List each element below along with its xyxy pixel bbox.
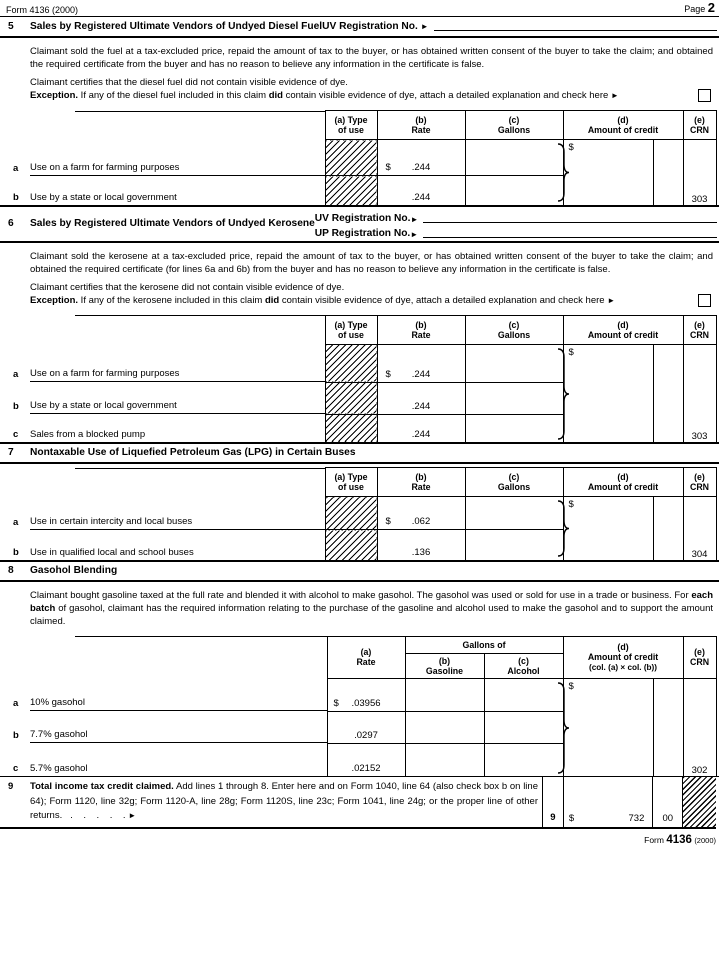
- total-credit-cents: 00: [662, 813, 674, 824]
- row-letter: a: [13, 516, 19, 528]
- rate-value: .0297: [354, 729, 378, 741]
- dollar-sign: $: [568, 346, 574, 358]
- row-letter: a: [13, 698, 19, 709]
- gallons-input[interactable]: [465, 497, 563, 530]
- col-e-header: (e) CRN: [683, 315, 716, 344]
- row-label-cell: [0, 678, 327, 711]
- rate-cell: [377, 382, 465, 414]
- row-label: Use on a farm for farming purposes: [30, 162, 325, 176]
- section6-title-block: [0, 218, 315, 229]
- section5-paragraph-2: Claimant certifies that the diesel fuel did not contain visible evidence of dye.: [30, 77, 348, 88]
- arrow-right-icon: ►: [410, 214, 419, 224]
- section-number: 6: [8, 218, 14, 229]
- section7-table: [0, 467, 717, 560]
- type-of-use-cell[interactable]: [325, 497, 377, 530]
- footer-form-number: 4136: [666, 834, 692, 846]
- arrow-right-icon: ►: [607, 295, 616, 305]
- row-label-cell: [0, 344, 325, 382]
- row-label: Use by a state or local government: [30, 400, 325, 414]
- section8-paragraph: Claimant bought gasoline taxed at the full rate and blended it with alcohol to make gasohol. The gasohol was used or sold for use in a trade or business. For each batch of gasohol, claimant has the required information relating to the purchase of the gasoline and alcohol used to make the gasohol and to support the amount claimed.: [30, 589, 713, 627]
- rate-cell: [377, 530, 465, 560]
- row-label-cell: [0, 743, 327, 776]
- uv-registration-label: UV Registration No. ►: [322, 21, 429, 32]
- table-row: [0, 140, 716, 176]
- line9-amount-input[interactable]: [564, 777, 653, 827]
- cents-input[interactable]: [653, 344, 683, 442]
- page-number: 2: [707, 0, 715, 15]
- label-header-cell: [0, 315, 325, 344]
- rate-value: .244: [411, 429, 431, 440]
- label-header-cell: [0, 111, 325, 140]
- section5-table: [0, 110, 717, 205]
- col-e-header: (e) CRN: [683, 468, 716, 497]
- line-number: 9: [8, 781, 14, 792]
- alcohol-gallons-input[interactable]: [484, 711, 563, 743]
- dye-exception-checkbox-6[interactable]: [698, 294, 711, 307]
- section8-table-wrap: [0, 636, 719, 778]
- arrow-right-icon: ►: [128, 811, 137, 820]
- uv-registration-input[interactable]: [434, 20, 717, 31]
- section6-title: Sales by Registered Ultimate Vendors of Undyed Kerosene: [30, 218, 315, 229]
- table-row: [0, 344, 716, 382]
- dollar-sign: $: [568, 142, 574, 153]
- section8-heading: [0, 562, 719, 582]
- gallons-input[interactable]: [465, 176, 563, 205]
- col-c-header: (c) Gallons: [465, 468, 563, 497]
- type-of-use-cell[interactable]: [325, 344, 377, 382]
- amount-of-credit-input[interactable]: [563, 140, 653, 205]
- col-b-header: (b) Rate: [377, 315, 465, 344]
- gallons-input[interactable]: [465, 344, 563, 382]
- gasoline-gallons-input[interactable]: [405, 743, 484, 776]
- rate-value: .02152: [351, 763, 381, 774]
- table-row: [0, 678, 716, 711]
- dollar-sign: $: [385, 368, 391, 380]
- col-d-header: (d) Amount of credit (col. (a) × col. (b)): [563, 636, 683, 678]
- form-id: Form 4136 (2000): [6, 5, 79, 15]
- dollar-sign: $: [568, 680, 574, 692]
- arrow-right-icon: ►: [420, 22, 429, 31]
- section6-registrations: [315, 207, 719, 241]
- col-c-header: (c) Alcohol: [484, 653, 563, 678]
- col-a-header: (a) Type of use: [325, 468, 377, 497]
- gallons-input[interactable]: [465, 140, 563, 176]
- row-label: 5.7% gasohol: [30, 763, 88, 774]
- section-number: 8: [8, 564, 14, 576]
- row-label: Use by a state or local government: [30, 191, 177, 203]
- row-label: 10% gasohol: [30, 697, 327, 711]
- row-letter: c: [13, 763, 19, 774]
- row-letter: b: [13, 546, 19, 558]
- rate-cell: [327, 678, 405, 711]
- row-letter: b: [13, 191, 19, 203]
- row-label-cell: [0, 711, 327, 743]
- rate-value: .244: [411, 162, 431, 173]
- arrow-right-icon: ►: [410, 229, 419, 239]
- section6-exception-text: Exception. If any of the kerosene included in this claim did contain visible evidence of dye, attach a detailed explanation and check here ►: [30, 294, 616, 306]
- row-label: Use on a farm for farming purposes: [30, 368, 325, 382]
- gasoline-gallons-input[interactable]: [405, 711, 484, 743]
- dot-leaders: . . . . .: [62, 810, 129, 821]
- col-d-header: (d) Amount of credit: [563, 315, 683, 344]
- col-a-header: (a) Type of use: [325, 315, 377, 344]
- cents-input[interactable]: [653, 497, 683, 560]
- row-label-cell: [0, 382, 325, 414]
- line9-description: 9 Total income tax credit claimed. Add lines 1 through 8. Enter here and on Form 1040, line 64 (also check box b on line 64); Form 1120, line 32g; Form 1120-A, line 28g; Form 1120S, line 23c; Form 1041, line 24g; or the proper line of other returns. . . . . . ►: [0, 777, 543, 827]
- col-b-header: (b) Rate: [377, 111, 465, 140]
- dye-exception-checkbox-5[interactable]: [698, 89, 711, 102]
- type-of-use-cell[interactable]: [325, 382, 377, 414]
- crn-value: 304: [683, 497, 716, 560]
- section5-exception-line: [30, 89, 713, 102]
- crn-value: 302: [683, 678, 716, 776]
- row-label-cell: [0, 140, 325, 176]
- row-label: 7.7% gasohol: [30, 729, 327, 743]
- amount-of-credit-input[interactable]: [563, 678, 653, 776]
- row-label-cell: [0, 414, 325, 442]
- hatched-cell: [683, 777, 716, 827]
- dollar-sign: $: [385, 516, 391, 527]
- rate-value: .03956: [351, 697, 381, 709]
- section5-title: Sales by Registered Ultimate Vendors of Undyed Diesel Fuel: [30, 21, 323, 32]
- col-c-header: (c) Gallons: [465, 111, 563, 140]
- alcohol-gallons-input[interactable]: [484, 678, 563, 711]
- section7-table-wrap: [0, 467, 719, 562]
- section5-table-wrap: [0, 110, 719, 207]
- section6-table-wrap: [0, 315, 719, 445]
- page-indicator: Page 2: [684, 0, 715, 15]
- section6-heading: [0, 207, 719, 243]
- type-of-use-cell[interactable]: [325, 140, 377, 176]
- row-label: Sales from a blocked pump: [30, 429, 146, 440]
- section5-paragraph-1: Claimant sold the fuel at a tax-excluded price, repaid the amount of tax to the buyer, or has obtained written consent of the buyer to take the claim; and obtained the required certificate from the buyer and has no reason to believe any information in the certificate is false.: [30, 46, 713, 70]
- col-c-header: (c) Gallons: [465, 315, 563, 344]
- amount-of-credit-input[interactable]: [563, 344, 653, 442]
- row-label: Use in qualified local and school buses: [30, 546, 194, 558]
- section8-table: [0, 636, 717, 777]
- row-label-cell: [0, 176, 325, 205]
- rate-cell: [377, 497, 465, 530]
- row-label: Use in certain intercity and local buses: [30, 516, 325, 530]
- rate-value: .244: [411, 191, 431, 203]
- section6-exception-line: [30, 294, 713, 307]
- section5-exception-text: Exception. If any of the diesel fuel included in this claim did contain visible evidence of dye, attach a detailed explanation and check here ►: [30, 90, 619, 101]
- rate-cell: [377, 140, 465, 176]
- table-row: [0, 497, 716, 530]
- crn-value: 303: [683, 140, 716, 205]
- label-header-cell: [0, 636, 327, 678]
- type-of-use-cell[interactable]: [325, 414, 377, 442]
- up-registration-row: UP Registration No. ►: [315, 224, 719, 239]
- section6-paragraph-2: Claimant certifies that the kerosene did not contain visible evidence of dye.: [30, 281, 345, 293]
- crn-value: 303: [683, 344, 716, 442]
- type-of-use-cell[interactable]: [325, 530, 377, 560]
- alcohol-gallons-input[interactable]: [484, 743, 563, 776]
- type-of-use-cell[interactable]: [325, 176, 377, 205]
- section5-heading: [0, 17, 719, 38]
- section5-certifications: [30, 45, 713, 102]
- row-letter: a: [13, 162, 19, 174]
- section7-heading: [0, 444, 719, 464]
- cents-input[interactable]: [653, 678, 683, 776]
- dollar-sign: $: [568, 813, 575, 824]
- page-header: [0, 0, 719, 17]
- uv-registration-row: UV Registration No. ►: [315, 209, 719, 224]
- section7-title: Nontaxable Use of Liquefied Petroleum Gas (LPG) in Certain Buses: [30, 447, 356, 458]
- row-letter: b: [13, 730, 19, 741]
- col-a-header: (a) Rate: [327, 636, 405, 678]
- gallons-input[interactable]: [465, 530, 563, 560]
- section-number: 7: [8, 447, 14, 458]
- rate-cell: [377, 176, 465, 205]
- label-header-cell: [0, 468, 325, 497]
- rate-value: .062: [411, 516, 431, 527]
- up-registration-input[interactable]: [423, 227, 717, 238]
- col-e-header: (e) CRN: [683, 111, 716, 140]
- section6-certifications: [30, 250, 713, 307]
- section8-title: Gasohol Blending: [30, 564, 118, 576]
- row-label-cell: [0, 530, 325, 560]
- section6-table: [0, 315, 717, 443]
- line9-total-row: [0, 777, 716, 829]
- rate-cell: [327, 711, 405, 743]
- col-d-header: (d) Amount of credit: [563, 111, 683, 140]
- section6-paragraph-1: Claimant sold the kerosene at a tax-excluded price, repaid the amount of tax to the buyer, or has obtained written consent of the buyer to take the claim; and obtained the required certificate (for lines 6a and 6b) from the buyer and has no reason to believe any information in the certificate is false.: [30, 250, 713, 275]
- col-a-header: (a) Type of use: [325, 111, 377, 140]
- rate-value: .136: [411, 546, 431, 558]
- col-d-header: (d) Amount of credit: [563, 468, 683, 497]
- gallons-of-group-header: Gallons of: [405, 636, 563, 653]
- rate-cell: [327, 743, 405, 776]
- arrow-right-icon: ►: [610, 91, 619, 100]
- rate-cell: [377, 344, 465, 382]
- col-b-header: (b) Gasoline: [405, 653, 484, 678]
- gallons-input[interactable]: [465, 382, 563, 414]
- line9-cents: [653, 777, 683, 827]
- gallons-input[interactable]: [465, 414, 563, 442]
- dollar-sign: $: [333, 697, 339, 709]
- dollar-sign: $: [568, 499, 574, 510]
- row-letter: b: [13, 401, 19, 412]
- row-label-cell: [0, 497, 325, 530]
- total-credit-amount: 732: [628, 813, 645, 824]
- rate-cell: [377, 414, 465, 442]
- row-letter: c: [13, 429, 19, 440]
- col-e-header: (e) CRN: [683, 636, 716, 678]
- row-letter: a: [13, 369, 19, 380]
- section8-certification: [30, 589, 713, 628]
- amount-of-credit-input[interactable]: [563, 497, 653, 560]
- uv-registration-input[interactable]: [423, 212, 717, 223]
- section-number: 5: [8, 21, 14, 32]
- gasoline-gallons-input[interactable]: [405, 678, 484, 711]
- cents-input[interactable]: [653, 140, 683, 205]
- page-footer: Form 4136 (2000): [644, 834, 716, 846]
- rate-value: .244: [411, 368, 431, 380]
- col-b-header: (b) Rate: [377, 468, 465, 497]
- rate-value: .244: [411, 400, 431, 412]
- line9-number-box: 9: [543, 777, 564, 827]
- dollar-sign: $: [385, 162, 391, 173]
